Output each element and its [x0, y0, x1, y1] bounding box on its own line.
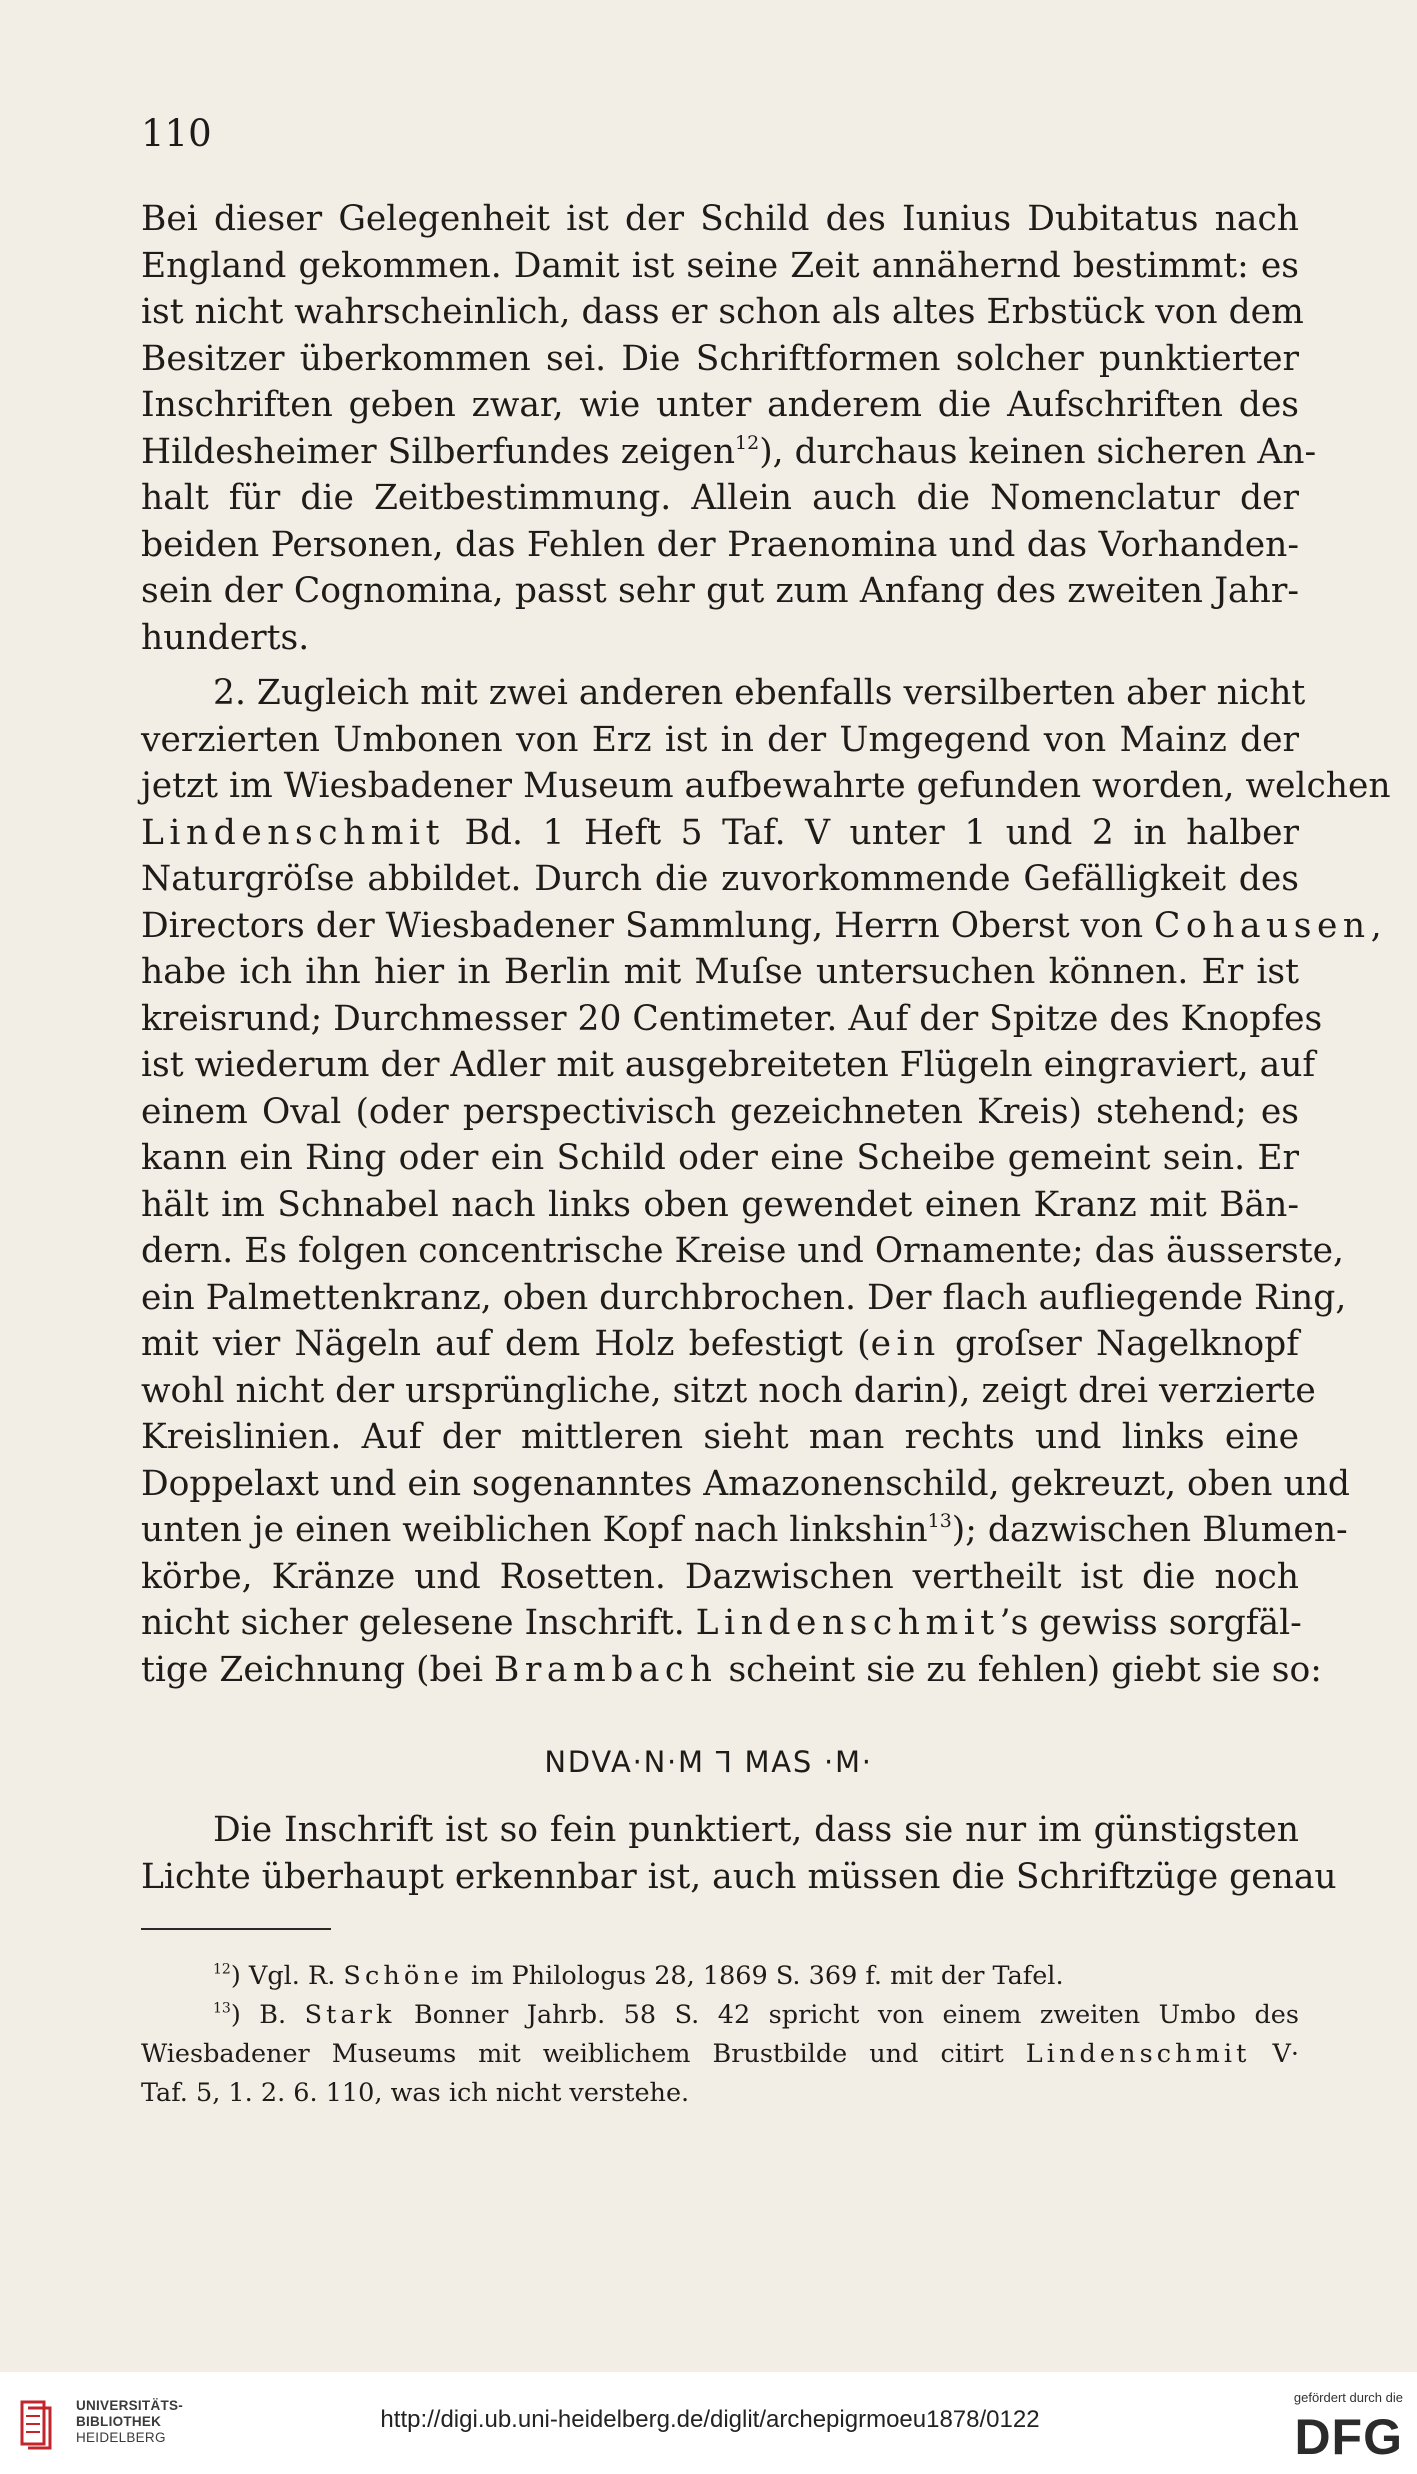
spaced-name: Lindenschmit: [1025, 2039, 1251, 2069]
text-segment: im Philologus 28, 1869 S. 369 f. mit der Tafel.: [462, 1961, 1064, 1991]
text-line: kreisrund; Durchmesser 20 Centimeter. Auf der Spitze des Knopfes: [141, 998, 1323, 1039]
text-segment: Taf. 5, 1. 2. 6. 110, was ich nicht verstehe.: [141, 2078, 690, 2108]
funding-note: gefördert durch die: [1293, 2390, 1403, 2405]
paragraph-3: [141, 1807, 1337, 1900]
text-line: beiden Personen, das Fehlen der Praenomina und das Vorhanden-: [141, 524, 1299, 565]
footnote-line: [141, 1996, 1299, 2035]
text-line: England gekommen. Damit ist seine Zeit annähernd bestimmt: es: [141, 245, 1299, 286]
text-line: hunderts.: [141, 617, 310, 658]
text-line: Kreislinien. Auf der mittleren sieht man rechts und links eine: [141, 1417, 1299, 1457]
text-line: ist wiederum der Adler mit ausgebreiteten Flügeln eingraviert, auf: [141, 1045, 1316, 1085]
text-segment: Bonner Jahrb. 58 S. 42 spricht von einem zweiten Umbo des: [395, 2000, 1299, 2030]
text-line: Naturgröſse abbildet. Durch die zuvorkommende Gefälligkeit des: [141, 859, 1299, 899]
text-line: [141, 429, 1317, 476]
footnote-ref: 12: [213, 1961, 231, 1978]
text-segment: ); dazwischen Blumen-: [951, 1510, 1348, 1550]
text-line: Inschriften geben zwar, wie unter anderem die Aufschriften des: [141, 385, 1299, 425]
text-line: verzierten Umbonen von Erz ist in der Umgegend von Mainz der: [141, 719, 1299, 760]
spaced-name: Cohausen: [1154, 905, 1371, 946]
text-segment: unten je einen weiblichen Kopf nach linkshin: [141, 1510, 928, 1550]
text-segment: ) B.: [230, 2000, 305, 2030]
text-line: sein der Cognomina, passt sehr gut zum Anfang des zweiten Jahr-: [141, 571, 1299, 611]
text-line: [141, 1321, 1299, 1368]
footer-bar: [0, 2372, 1417, 2474]
paragraph-1: [141, 196, 1317, 661]
text-segment: tige Zeichnung (bei: [141, 1649, 495, 1690]
text-line: dern. Es folgen concentrische Kreise und Ornamente; das äusserste,: [141, 1231, 1345, 1271]
text-segment: nicht sicher gelesene Inschrift.: [141, 1603, 696, 1643]
text-line: Besitzer überkommen sei. Die Schriftformen solcher punktierter: [141, 338, 1299, 379]
spaced-name: Lindenschmit: [695, 1603, 1000, 1643]
spaced-name: Schöne: [343, 1961, 463, 1991]
inscription-transcription: NDVA·N·M ⅂ MAS ·M·: [544, 1745, 873, 1779]
text-segment: ) Vgl. R.: [230, 1961, 344, 1991]
text-segment: ’s gewiss sorgfäl-: [999, 1603, 1302, 1643]
source-url-link[interactable]: http://digi.ub.uni-heidelberg.de/diglit/archepigrmoeu1878/0122: [380, 2406, 1040, 2433]
text-segment: V·: [1250, 2039, 1299, 2069]
text-line: kann ein Ring oder ein Schild oder eine Scheibe gemeint sein. Er: [141, 1138, 1299, 1178]
text-line: halt für die Zeitbestimmung. Allein auch die Nomenclatur der: [141, 478, 1299, 518]
library-name: [76, 2398, 183, 2446]
text-segment: Hildesheimer Silberfundes zeigen: [141, 431, 736, 472]
text-line: ein Palmettenkranz, oben durchbrochen. Der flach aufliegende Ring,: [141, 1277, 1347, 1318]
dfg-logo: DFG: [1294, 2409, 1403, 2465]
text-line: 2. Zugleich mit zwei anderen ebenfalls versilberten aber nicht: [213, 673, 1306, 713]
text-line: [141, 903, 1382, 950]
footnote-ref: 12: [735, 431, 760, 454]
spaced-name: ein: [870, 1324, 941, 1364]
text-line: Doppelaxt und ein sogenanntes Amazonenschild, gekreuzt, oben und: [141, 1463, 1351, 1504]
footnotes: [141, 1957, 1299, 2113]
text-segment: Wiesbadener Museums mit weiblichem Brustbilde und citirt: [141, 2039, 1026, 2069]
text-line: jetzt im Wiesbadener Museum aufbewahrte gefunden worden, welchen: [141, 766, 1391, 806]
spaced-name: Lindenschmit: [141, 812, 445, 853]
footnote-line: [141, 2035, 1299, 2074]
text-segment: scheint sie zu fehlen) giebt sie so:: [717, 1649, 1322, 1690]
text-line: einem Oval (oder perspectivisch gezeichneten Kreis) stehend; es: [141, 1091, 1299, 1132]
text-line: wohl nicht der ursprüngliche, sitzt noch darin), zeigt drei verzierte: [141, 1370, 1316, 1411]
text-line: Die Inschrift ist so fein punktiert, dass sie nur im günstigsten: [213, 1810, 1299, 1850]
library-line: UNIVERSITÄTS-: [76, 2398, 184, 2413]
text-line: hält im Schnabel nach links oben gewendet einen Kranz mit Bän-: [141, 1184, 1299, 1225]
text-segment: mit vier Nägeln auf dem Holz befestigt (: [141, 1324, 871, 1364]
footnote-divider: [141, 1928, 331, 1930]
text-segment: Directors der Wiesbadener Sammlung, Herrn Oberst von: [141, 905, 1154, 946]
page-number: 110: [141, 112, 212, 155]
paragraph-2: [141, 670, 1391, 1693]
text-line: habe ich ihn hier in Berlin mit Muſse untersuchen können. Er ist: [141, 952, 1299, 992]
text-line: [141, 810, 1299, 857]
library-line: HEIDELBERG: [76, 2430, 166, 2445]
text-line: [141, 1600, 1302, 1647]
text-segment: ,: [1370, 905, 1382, 946]
text-line: Bei dieser Gelegenheit ist der Schild des Iunius Dubitatus nach: [141, 199, 1299, 239]
text-line: körbe, Kränze und Rosetten. Dazwischen vertheilt ist die noch: [141, 1556, 1299, 1597]
text-segment: groſser Nagelknopf: [940, 1324, 1299, 1364]
text-segment: ), durchaus keinen sicheren An-: [759, 431, 1317, 472]
footnote-ref: 13: [213, 2000, 231, 2017]
footnote-ref: 13: [927, 1509, 952, 1532]
text-line: ist nicht wahrscheinlich, dass er schon als altes Erbstück von dem: [141, 292, 1304, 332]
library-line: BIBLIOTHEK: [76, 2414, 162, 2429]
spaced-name: Stark: [304, 2000, 396, 2030]
library-logo-icon: [14, 2396, 68, 2450]
footnote-line: [141, 1957, 1299, 1996]
text-line: [141, 1507, 1348, 1554]
text-line: [141, 1647, 1322, 1694]
footnote-line: [141, 2074, 1299, 2113]
text-segment: Bd. 1 Heft 5 Taf. V unter 1 und 2 in halber: [444, 812, 1299, 853]
text-line: Lichte überhaupt erkennbar ist, auch müssen die Schriftzüge genau: [141, 1856, 1337, 1897]
spaced-name: Brambach: [494, 1649, 718, 1690]
